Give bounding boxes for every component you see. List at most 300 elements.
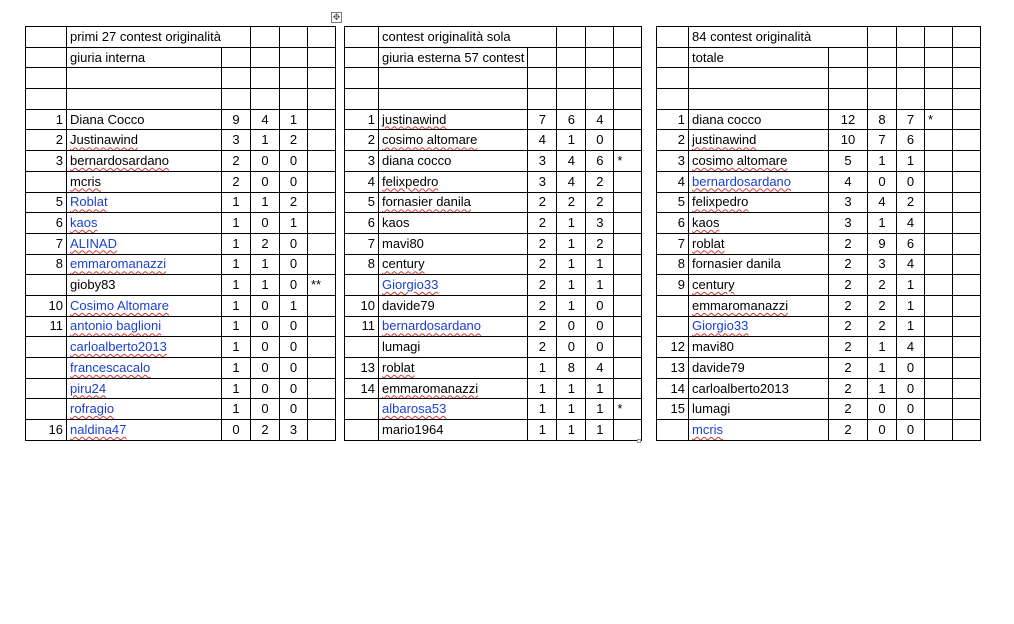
blank-row bbox=[345, 68, 642, 89]
note-mark-cell bbox=[308, 358, 336, 379]
count-third-cell: 0 bbox=[586, 295, 614, 316]
header-row bbox=[345, 47, 642, 68]
empty-cell bbox=[897, 89, 925, 110]
empty-cell bbox=[67, 89, 222, 110]
count-third-cell: 2 bbox=[897, 192, 925, 213]
count-third-cell: 2 bbox=[586, 192, 614, 213]
count-third-cell: 1 bbox=[280, 213, 308, 234]
empty-cell bbox=[897, 68, 925, 89]
table-row bbox=[345, 171, 642, 192]
table-row bbox=[345, 192, 642, 213]
empty-cell bbox=[26, 68, 67, 89]
empty-cell bbox=[657, 68, 689, 89]
count-third-cell: 0 bbox=[280, 337, 308, 358]
count-first-cell: 1 bbox=[222, 378, 251, 399]
count-second-cell: 1 bbox=[557, 233, 586, 254]
rank-cell bbox=[26, 358, 67, 379]
name-cell bbox=[379, 233, 528, 254]
count-third-cell: 4 bbox=[586, 358, 614, 379]
count-second-cell: 2 bbox=[868, 275, 897, 296]
participant-name[interactable]: ALINAD bbox=[70, 235, 117, 251]
rank-cell: 3 bbox=[345, 151, 379, 172]
name-cell bbox=[689, 109, 829, 130]
name-cell bbox=[379, 358, 528, 379]
note-mark-cell bbox=[925, 233, 953, 254]
table-row bbox=[26, 192, 336, 213]
empty-cell bbox=[557, 89, 586, 110]
count-second-cell: 1 bbox=[251, 275, 280, 296]
note-mark-cell bbox=[925, 378, 953, 399]
note-mark-cell bbox=[925, 151, 953, 172]
count-second-cell: 2 bbox=[251, 233, 280, 254]
count-second-cell: 0 bbox=[557, 337, 586, 358]
name-cell bbox=[67, 130, 222, 151]
participant-name: Justinawind bbox=[70, 132, 138, 148]
rank-cell bbox=[345, 275, 379, 296]
participant-name: fornasier danila bbox=[692, 256, 781, 272]
empty-cell bbox=[26, 47, 67, 68]
table-subtitle: giuria interna bbox=[67, 47, 222, 68]
count-third-cell: 0 bbox=[280, 275, 308, 296]
empty-cell bbox=[868, 89, 897, 110]
participant-name[interactable]: piru24 bbox=[70, 380, 107, 396]
count-second-cell: 0 bbox=[251, 399, 280, 420]
note-mark-cell: * bbox=[614, 399, 642, 420]
count-first-cell: 3 bbox=[829, 213, 868, 234]
count-first-cell: 1 bbox=[222, 213, 251, 234]
note-mark-cell bbox=[308, 192, 336, 213]
table-row bbox=[345, 295, 642, 316]
participant-name: roblat bbox=[382, 359, 415, 375]
empty-cell bbox=[280, 47, 308, 68]
empty-cell bbox=[868, 47, 897, 68]
count-first-cell: 2 bbox=[222, 151, 251, 172]
count-first-cell: 1 bbox=[222, 192, 251, 213]
count-second-cell: 6 bbox=[557, 109, 586, 130]
rank-cell: 1 bbox=[657, 109, 689, 130]
table-row bbox=[345, 399, 642, 420]
count-second-cell: 4 bbox=[868, 192, 897, 213]
empty-cell bbox=[222, 68, 251, 89]
name-cell bbox=[67, 337, 222, 358]
count-third-cell: 1 bbox=[586, 399, 614, 420]
table-resize-handle[interactable] bbox=[637, 439, 641, 443]
empty-cell bbox=[829, 47, 868, 68]
name-cell bbox=[67, 213, 222, 234]
count-third-cell: 0 bbox=[280, 316, 308, 337]
count-third-cell: 2 bbox=[280, 192, 308, 213]
rank-cell bbox=[345, 399, 379, 420]
table-row bbox=[345, 420, 642, 441]
count-third-cell: 1 bbox=[586, 378, 614, 399]
participant-name: century bbox=[692, 277, 735, 293]
participant-name: Diana Cocco bbox=[70, 111, 145, 127]
note-mark-cell bbox=[614, 254, 642, 275]
table-move-handle-icon[interactable]: ✥ bbox=[332, 12, 341, 22]
empty-cell bbox=[222, 47, 251, 68]
table-row bbox=[657, 151, 981, 172]
count-second-cell: 7 bbox=[868, 130, 897, 151]
rank-cell: 1 bbox=[345, 109, 379, 130]
participant-name: justinawind bbox=[692, 132, 757, 148]
note-mark-cell bbox=[614, 275, 642, 296]
participant-name: century bbox=[382, 256, 425, 272]
participant-name: felixpedro bbox=[382, 173, 439, 189]
empty-cell bbox=[345, 27, 379, 48]
participant-name: fornasier danila bbox=[382, 194, 471, 210]
empty-cell bbox=[528, 47, 557, 68]
table-row bbox=[26, 213, 336, 234]
table-row bbox=[345, 275, 642, 296]
count-first-cell: 1 bbox=[528, 358, 557, 379]
name-cell bbox=[67, 275, 222, 296]
count-second-cell: 1 bbox=[251, 254, 280, 275]
count-second-cell: 2 bbox=[557, 192, 586, 213]
empty-cell bbox=[897, 27, 925, 48]
name-cell bbox=[379, 337, 528, 358]
empty-cell bbox=[925, 27, 953, 48]
count-third-cell: 4 bbox=[897, 213, 925, 234]
rank-cell: 6 bbox=[657, 213, 689, 234]
table-row bbox=[345, 358, 642, 379]
name-cell bbox=[689, 171, 829, 192]
blank-row bbox=[26, 89, 336, 110]
note-mark-cell bbox=[925, 420, 953, 441]
count-first-cell: 4 bbox=[829, 171, 868, 192]
count-second-cell: 0 bbox=[251, 337, 280, 358]
name-cell bbox=[689, 151, 829, 172]
name-cell bbox=[379, 130, 528, 151]
count-second-cell: 1 bbox=[557, 295, 586, 316]
note-mark-cell bbox=[614, 130, 642, 151]
empty-cell bbox=[953, 254, 981, 275]
empty-cell bbox=[251, 47, 280, 68]
count-first-cell: 2 bbox=[528, 295, 557, 316]
empty-cell bbox=[657, 27, 689, 48]
note-mark-cell bbox=[308, 399, 336, 420]
participant-name: felixpedro bbox=[692, 194, 749, 210]
count-first-cell: 1 bbox=[222, 295, 251, 316]
table-row bbox=[26, 254, 336, 275]
empty-cell bbox=[953, 295, 981, 316]
participant-name[interactable]: rofragio bbox=[70, 401, 115, 417]
note-mark-cell bbox=[614, 192, 642, 213]
count-first-cell: 1 bbox=[222, 337, 251, 358]
name-cell bbox=[379, 420, 528, 441]
participant-name[interactable]: francescacalo bbox=[70, 359, 151, 375]
participant-name: carloalberto2013 bbox=[692, 380, 789, 396]
participant-name: bernardosardano bbox=[70, 152, 170, 168]
participant-name[interactable]: bernardosardano bbox=[382, 318, 482, 334]
rank-cell: 4 bbox=[657, 171, 689, 192]
table-subtitle: totale bbox=[689, 47, 829, 68]
name-cell bbox=[67, 316, 222, 337]
participant-name[interactable]: Giorgio33 bbox=[692, 318, 749, 334]
note-mark-cell bbox=[925, 399, 953, 420]
empty-cell bbox=[925, 47, 953, 68]
count-third-cell: 4 bbox=[897, 254, 925, 275]
count-first-cell: 2 bbox=[829, 399, 868, 420]
empty-cell bbox=[829, 68, 868, 89]
participant-name[interactable]: naldina47 bbox=[70, 421, 127, 437]
empty-cell bbox=[689, 89, 829, 110]
count-second-cell: 1 bbox=[868, 358, 897, 379]
participant-name[interactable]: Roblat bbox=[70, 194, 108, 210]
count-third-cell: 2 bbox=[586, 171, 614, 192]
empty-cell bbox=[953, 171, 981, 192]
empty-cell bbox=[925, 89, 953, 110]
participant-name[interactable]: mcris bbox=[692, 421, 724, 437]
participant-name: emmaromanazzi bbox=[692, 297, 789, 313]
participant-name: kaos bbox=[382, 215, 410, 231]
name-cell bbox=[67, 295, 222, 316]
table-row bbox=[657, 378, 981, 399]
empty-cell bbox=[614, 27, 642, 48]
empty-cell bbox=[251, 27, 280, 48]
empty-cell bbox=[308, 47, 336, 68]
note-mark-cell bbox=[925, 254, 953, 275]
rank-cell: 5 bbox=[345, 192, 379, 213]
blank-row bbox=[26, 68, 336, 89]
header-row bbox=[345, 27, 642, 48]
participant-name[interactable]: antonio baglioni bbox=[70, 318, 162, 334]
note-mark-cell: ** bbox=[308, 275, 336, 296]
count-first-cell: 2 bbox=[829, 316, 868, 337]
name-cell bbox=[379, 316, 528, 337]
participant-name[interactable]: carloalberto2013 bbox=[70, 339, 167, 355]
table-row bbox=[345, 151, 642, 172]
name-cell bbox=[67, 171, 222, 192]
rank-cell: 5 bbox=[657, 192, 689, 213]
table-primi-27-contest bbox=[25, 26, 336, 441]
count-second-cell: 1 bbox=[557, 275, 586, 296]
table-row bbox=[657, 171, 981, 192]
rank-cell bbox=[26, 399, 67, 420]
count-second-cell: 4 bbox=[251, 109, 280, 130]
note-mark-cell bbox=[308, 151, 336, 172]
table-row bbox=[345, 337, 642, 358]
name-cell bbox=[67, 378, 222, 399]
empty-cell bbox=[953, 358, 981, 379]
count-third-cell: 0 bbox=[280, 233, 308, 254]
count-second-cell: 1 bbox=[868, 151, 897, 172]
table-row bbox=[657, 295, 981, 316]
table-row bbox=[657, 316, 981, 337]
count-third-cell: 0 bbox=[586, 316, 614, 337]
empty-cell bbox=[26, 89, 67, 110]
count-third-cell: 3 bbox=[280, 420, 308, 441]
name-cell bbox=[689, 316, 829, 337]
empty-cell bbox=[614, 47, 642, 68]
count-second-cell: 0 bbox=[251, 151, 280, 172]
empty-cell bbox=[614, 68, 642, 89]
count-third-cell: 2 bbox=[280, 130, 308, 151]
empty-cell bbox=[657, 47, 689, 68]
count-first-cell: 3 bbox=[222, 130, 251, 151]
name-cell bbox=[689, 295, 829, 316]
count-first-cell: 2 bbox=[222, 171, 251, 192]
count-third-cell: 1 bbox=[897, 151, 925, 172]
count-second-cell: 0 bbox=[868, 171, 897, 192]
table-row bbox=[26, 275, 336, 296]
name-cell bbox=[379, 213, 528, 234]
count-third-cell: 3 bbox=[586, 213, 614, 234]
table-title: contest originalità sola bbox=[379, 27, 557, 48]
name-cell bbox=[689, 399, 829, 420]
empty-cell bbox=[280, 68, 308, 89]
empty-cell bbox=[953, 192, 981, 213]
table-row bbox=[26, 337, 336, 358]
count-first-cell: 4 bbox=[528, 130, 557, 151]
count-second-cell: 4 bbox=[557, 171, 586, 192]
table-title: primi 27 contest originalità bbox=[67, 27, 251, 48]
empty-cell bbox=[280, 27, 308, 48]
rank-cell: 16 bbox=[26, 420, 67, 441]
note-mark-cell bbox=[308, 337, 336, 358]
note-mark-cell bbox=[614, 213, 642, 234]
table-row bbox=[657, 213, 981, 234]
rank-cell: 7 bbox=[657, 233, 689, 254]
count-first-cell: 7 bbox=[528, 109, 557, 130]
blank-row bbox=[657, 89, 981, 110]
empty-cell bbox=[953, 89, 981, 110]
count-third-cell: 1 bbox=[897, 275, 925, 296]
participant-name: cosimo altomare bbox=[382, 132, 478, 148]
table-row bbox=[345, 233, 642, 254]
name-cell bbox=[67, 233, 222, 254]
count-second-cell: 0 bbox=[868, 420, 897, 441]
name-cell bbox=[379, 151, 528, 172]
count-second-cell: 1 bbox=[868, 378, 897, 399]
table-row bbox=[345, 130, 642, 151]
note-mark-cell bbox=[308, 378, 336, 399]
empty-cell bbox=[868, 27, 897, 48]
name-cell bbox=[67, 399, 222, 420]
rank-cell: 9 bbox=[657, 275, 689, 296]
name-cell bbox=[689, 358, 829, 379]
table-row bbox=[26, 295, 336, 316]
participant-name: diana cocco bbox=[692, 111, 762, 127]
blank-row bbox=[657, 68, 981, 89]
empty-cell bbox=[67, 68, 222, 89]
empty-cell bbox=[345, 68, 379, 89]
count-first-cell: 2 bbox=[528, 233, 557, 254]
participant-name[interactable]: Cosimo Altomare bbox=[70, 297, 169, 313]
count-first-cell: 2 bbox=[829, 358, 868, 379]
blank-row bbox=[345, 89, 642, 110]
table-subtitle: giuria esterna 57 contest bbox=[379, 47, 528, 68]
participant-name[interactable]: bernardosardano bbox=[692, 173, 792, 189]
rank-cell bbox=[345, 337, 379, 358]
empty-cell bbox=[925, 68, 953, 89]
name-cell bbox=[379, 109, 528, 130]
empty-cell bbox=[280, 89, 308, 110]
participant-name[interactable]: emmaromanazzi bbox=[70, 256, 167, 272]
header-row bbox=[26, 27, 336, 48]
rank-cell: 10 bbox=[345, 295, 379, 316]
table-row bbox=[26, 358, 336, 379]
rank-cell: 8 bbox=[657, 254, 689, 275]
table-row bbox=[345, 254, 642, 275]
count-second-cell: 0 bbox=[251, 378, 280, 399]
participant-name[interactable]: kaos bbox=[70, 215, 98, 231]
count-first-cell: 1 bbox=[528, 378, 557, 399]
note-mark-cell bbox=[308, 109, 336, 130]
count-first-cell: 2 bbox=[829, 295, 868, 316]
count-third-cell: 1 bbox=[280, 295, 308, 316]
empty-cell bbox=[26, 27, 67, 48]
name-cell bbox=[379, 171, 528, 192]
participant-name[interactable]: albarosa53 bbox=[382, 401, 447, 417]
note-mark-cell bbox=[614, 378, 642, 399]
count-second-cell: 1 bbox=[251, 192, 280, 213]
count-first-cell: 2 bbox=[528, 275, 557, 296]
rank-cell: 3 bbox=[657, 151, 689, 172]
header-row bbox=[657, 47, 981, 68]
participant-name: cosimo altomare bbox=[692, 152, 788, 168]
rank-cell: 2 bbox=[26, 130, 67, 151]
count-second-cell: 1 bbox=[557, 254, 586, 275]
count-second-cell: 1 bbox=[557, 213, 586, 234]
count-first-cell: 1 bbox=[222, 316, 251, 337]
empty-cell bbox=[953, 151, 981, 172]
empty-cell bbox=[953, 233, 981, 254]
count-second-cell: 0 bbox=[251, 171, 280, 192]
name-cell bbox=[67, 192, 222, 213]
name-cell bbox=[689, 254, 829, 275]
count-third-cell: 0 bbox=[897, 358, 925, 379]
rank-cell: 11 bbox=[26, 316, 67, 337]
note-mark-cell bbox=[308, 130, 336, 151]
table-row bbox=[657, 358, 981, 379]
empty-cell bbox=[251, 89, 280, 110]
empty-cell bbox=[586, 68, 614, 89]
count-third-cell: 0 bbox=[280, 399, 308, 420]
count-first-cell: 1 bbox=[222, 358, 251, 379]
rank-cell: 7 bbox=[26, 233, 67, 254]
count-first-cell: 1 bbox=[528, 399, 557, 420]
participant-name[interactable]: Giorgio33 bbox=[382, 277, 439, 293]
note-mark-cell bbox=[925, 275, 953, 296]
table-row bbox=[657, 109, 981, 130]
count-third-cell: 0 bbox=[586, 130, 614, 151]
rank-cell: 6 bbox=[345, 213, 379, 234]
count-second-cell: 0 bbox=[251, 358, 280, 379]
count-second-cell: 1 bbox=[868, 213, 897, 234]
note-mark-cell bbox=[925, 192, 953, 213]
participant-name: lumagi bbox=[692, 401, 731, 417]
header-row bbox=[26, 47, 336, 68]
empty-cell bbox=[308, 89, 336, 110]
table-row bbox=[26, 420, 336, 441]
note-mark-cell bbox=[925, 171, 953, 192]
count-first-cell: 2 bbox=[528, 213, 557, 234]
rank-cell: 15 bbox=[657, 399, 689, 420]
empty-cell bbox=[953, 316, 981, 337]
rank-cell bbox=[345, 420, 379, 441]
count-second-cell: 8 bbox=[868, 109, 897, 130]
note-mark-cell: * bbox=[925, 109, 953, 130]
table-row bbox=[345, 316, 642, 337]
count-first-cell: 2 bbox=[829, 254, 868, 275]
table-row bbox=[345, 213, 642, 234]
count-first-cell: 9 bbox=[222, 109, 251, 130]
rank-cell: 11 bbox=[345, 316, 379, 337]
count-third-cell: 1 bbox=[897, 295, 925, 316]
table-row bbox=[26, 151, 336, 172]
table-row bbox=[26, 378, 336, 399]
empty-cell bbox=[614, 89, 642, 110]
